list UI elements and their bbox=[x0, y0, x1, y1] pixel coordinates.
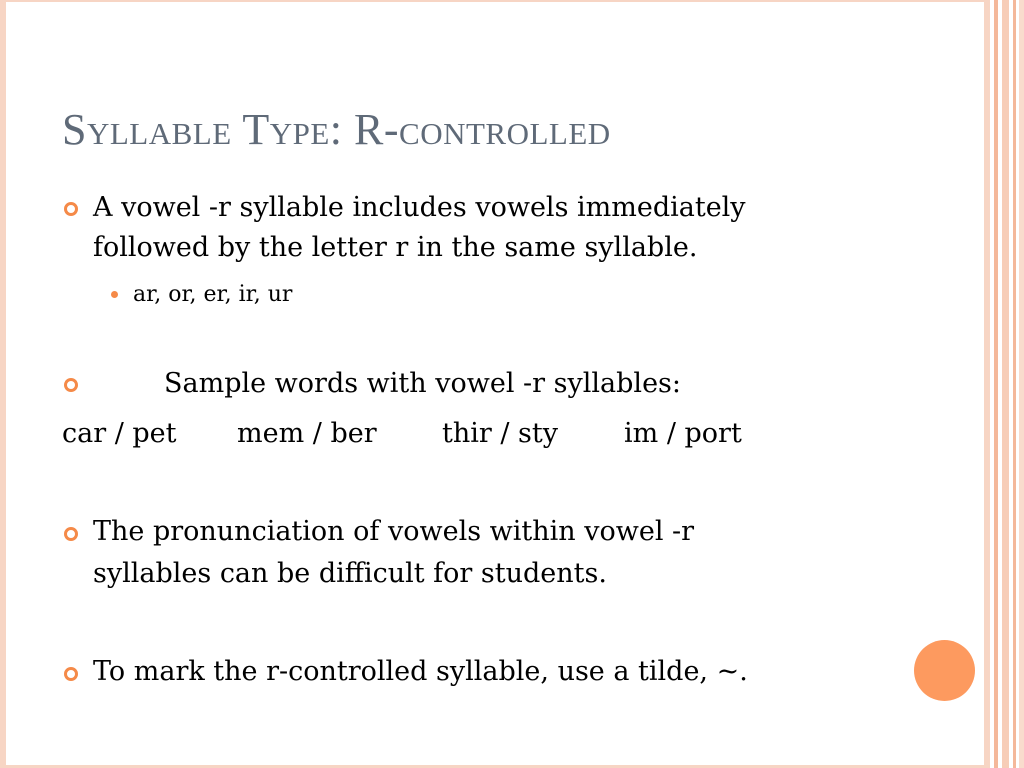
bullet-icon bbox=[64, 202, 78, 216]
bullet-icon bbox=[64, 378, 78, 392]
stripe bbox=[984, 0, 990, 768]
bullet3-line2: syllables can be difficult for students. bbox=[93, 558, 607, 589]
sub-bullet-icon bbox=[111, 291, 118, 298]
bullet3-line1: The pronunciation of vowels within vowel -r bbox=[93, 516, 695, 547]
frame-top-border bbox=[0, 0, 984, 2]
sample-word: car / pet bbox=[62, 418, 177, 449]
sample-word: thir / sty bbox=[442, 418, 559, 449]
slide-title: Syllable Type: R-controlled bbox=[62, 105, 611, 154]
stripe bbox=[1019, 0, 1024, 768]
sample-words bbox=[62, 414, 742, 454]
stripe bbox=[1013, 0, 1016, 768]
bullet1-line1: A vowel -r syllable includes vowels immediately bbox=[93, 192, 746, 223]
frame-left-border bbox=[0, 0, 6, 768]
decorative-circle bbox=[914, 640, 975, 701]
bullet1-sub-item: ar, or, er, ir, ur bbox=[133, 282, 293, 307]
sample-word: mem / ber bbox=[237, 418, 377, 449]
bullet1-line2: followed by the letter r in the same syllable. bbox=[93, 232, 698, 263]
bullet-icon bbox=[64, 667, 78, 681]
sample-word: im / port bbox=[624, 418, 742, 449]
bullet4-text: To mark the r-controlled syllable, use a tilde, ~. bbox=[93, 656, 748, 687]
bullet2-text: Sample words with vowel -r syllables: bbox=[164, 368, 681, 399]
stripe bbox=[994, 0, 998, 768]
right-stripes bbox=[984, 0, 1024, 768]
stripe bbox=[1002, 0, 1009, 768]
bullet-icon bbox=[64, 527, 78, 541]
